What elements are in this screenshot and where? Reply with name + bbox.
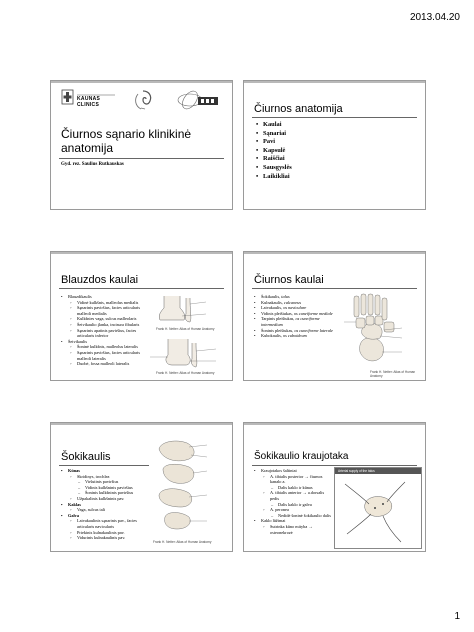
slide-2-rule <box>252 117 417 118</box>
foot-bones-figure <box>340 292 422 378</box>
slide-accent-bar <box>244 423 425 425</box>
slide-ankle-bones <box>243 251 426 381</box>
slide-accent-bar <box>51 252 232 254</box>
list-item: ◦ Vaga, sulcus tali <box>61 507 149 513</box>
list-item: • Kulnakaulis, calcaneus <box>254 300 334 306</box>
list-item: • Raiščiai <box>256 155 292 164</box>
list-item: ◦ Sąnarinis apatinis paviršius, facies articularis inferior <box>61 328 143 339</box>
list-item: • Kubokaulis, os cuboideum <box>254 333 334 339</box>
list-item: ◦ Vidurinis kulnakaulinis pav. <box>61 535 149 541</box>
list-item: • Kaulai <box>256 121 292 130</box>
list-item: ◦ Šoninė kulkšnis, malleolus lateralis <box>61 344 143 350</box>
list-item: • Kaklo lūžimai <box>254 518 332 524</box>
tibia-fibula-figure-bottom <box>146 337 228 377</box>
slide-accent-bar <box>51 423 232 425</box>
slide-1-rule <box>59 158 224 159</box>
list-item: ◦ Šeivikaulio įlanka, incisura fibularis <box>61 322 143 328</box>
slide-title-page <box>50 80 233 210</box>
slide-4-list <box>254 294 334 339</box>
list-item: • Kaklas <box>61 502 149 508</box>
slide-5-title: Šokikaulis <box>61 451 111 463</box>
list-item: • Blauzdikaulis <box>61 294 143 300</box>
slide-4-title: Čiurnos kaulai <box>254 274 324 286</box>
list-item: – Nedidė šoninė šokikaulio dalis <box>254 513 332 519</box>
slide-accent-bar <box>244 81 425 83</box>
figure-caption: Frank H. Netter: Atlas of Human Anatomy <box>156 371 215 375</box>
list-item: • Šeivikaulis <box>61 339 143 345</box>
list-item: • Vidinis pleištukas, os cuneiforme mediale <box>254 311 334 317</box>
talus-arterial-figure <box>334 467 422 549</box>
slide-6-list <box>254 468 332 535</box>
list-item: ◦ A. tibialis anterior → a.dorsalis pedis <box>254 490 332 501</box>
list-item: ◦ Sutrinka kūno mityba → osteonekrozė <box>254 524 332 535</box>
list-item: • Kūnas <box>61 468 149 474</box>
list-item: ◦ Priekinis kulnakaulinis pav. <box>61 530 149 536</box>
figure-caption: Frank H. Netter: Atlas of Human Anatomy <box>153 540 212 544</box>
list-item: • Tarpinis pleištukas, os cuneiforme intermedium <box>254 316 334 327</box>
list-item: • Pavi <box>256 138 292 147</box>
list-item: ◦ Sąnarinis paviršius, facies articularis malleoli medialis <box>61 305 143 316</box>
slide-3-title: Blauzdos kaulai <box>61 274 139 286</box>
slide-6-title: Šokikaulio kraujotaka <box>254 451 349 462</box>
slide-4-rule <box>252 288 417 289</box>
list-item: • Šoninis pleištukas, os cuneiforme laterale <box>254 328 334 334</box>
logo-line2: CLINICS <box>77 102 100 108</box>
tibia-fibula-figure-top <box>146 294 228 332</box>
logo-line1: KAUNAS <box>77 96 101 102</box>
list-item: ◦ Kulkšnies vaga, sulcus malleolaris <box>61 316 143 322</box>
list-item: – Šoninis kulkšninis paviršius <box>61 490 149 496</box>
talus-figure <box>149 435 231 549</box>
list-item: • Galva <box>61 513 149 519</box>
page-number: 1 <box>454 611 460 622</box>
list-item: ◦ Duobė, fossa malleoli lateralis <box>61 361 143 367</box>
slide-lower-leg-bones <box>50 251 233 381</box>
slide-2-title: Čiurnos anatomija <box>254 103 343 115</box>
list-item: • Laivakaulis, os naviculare <box>254 305 334 311</box>
list-item: • Sausgyslės <box>256 164 292 173</box>
figure-caption: Frank H. Netter: Atlas of Human Anatomy <box>156 327 215 331</box>
slide-3-list <box>61 294 143 367</box>
kaunas-clinics-logo <box>61 88 116 110</box>
list-item: ◦ Vidinė kulkšnis, malleolus medialis <box>61 300 143 306</box>
slide-ankle-anatomy <box>243 80 426 210</box>
slide-1-title: Čiurnos sąnario klinikinė anatomija <box>61 127 192 155</box>
list-item: – Viršutinis paviršius <box>61 479 149 485</box>
organization-logo-right <box>176 89 221 116</box>
list-item: ◦ Skridinys, trochlea <box>61 474 149 480</box>
slide-3-rule <box>59 288 224 289</box>
list-item: ◦ Laivakaulinis sąnarinis pav., facies articularis navicularis <box>61 518 149 529</box>
ear-spiral-logo <box>131 88 155 117</box>
page-date: 2013.04.20 <box>409 12 460 23</box>
list-item: • Šokikaulis, talus <box>254 294 334 300</box>
figure-title: Arterial supply of the talus <box>338 469 375 473</box>
slide-1-author: Gyd. rez. Saulius Rutkauskas <box>61 162 124 167</box>
slide-5-list <box>61 468 149 541</box>
slide-6-rule <box>252 465 417 466</box>
list-item: – Dalis kaklo ir kūnas <box>254 485 332 491</box>
slide-talus-blood-supply <box>243 422 426 552</box>
list-item: • Laikikliai <box>256 173 292 182</box>
list-item: – Vidinis kulkšninis paviršius <box>61 485 149 491</box>
list-item: ◦ A. peronea <box>254 507 332 513</box>
list-item: – Dalis kaklo ir galva <box>254 502 332 508</box>
list-item: ◦ A. tibialis posterior → čiurnos kanalo a. <box>254 474 332 485</box>
list-item: ◦ Sąnarinis paviršius, facies articularis malleoli lateralis <box>61 350 143 361</box>
slide-talus <box>50 422 233 552</box>
slide-accent-bar <box>244 252 425 254</box>
slide-2-list <box>256 121 292 181</box>
list-item: • Sąnariai <box>256 130 292 139</box>
list-item: • Kapsulė <box>256 147 292 156</box>
list-item: • Kraujotakos šaltiniai <box>254 468 332 474</box>
list-item: ◦ Užpakalinis kulkšninis pav. <box>61 496 149 502</box>
figure-caption: Frank H. Netter: Atlas of Human Anatomy <box>370 370 416 378</box>
slide-accent-bar <box>51 81 232 83</box>
